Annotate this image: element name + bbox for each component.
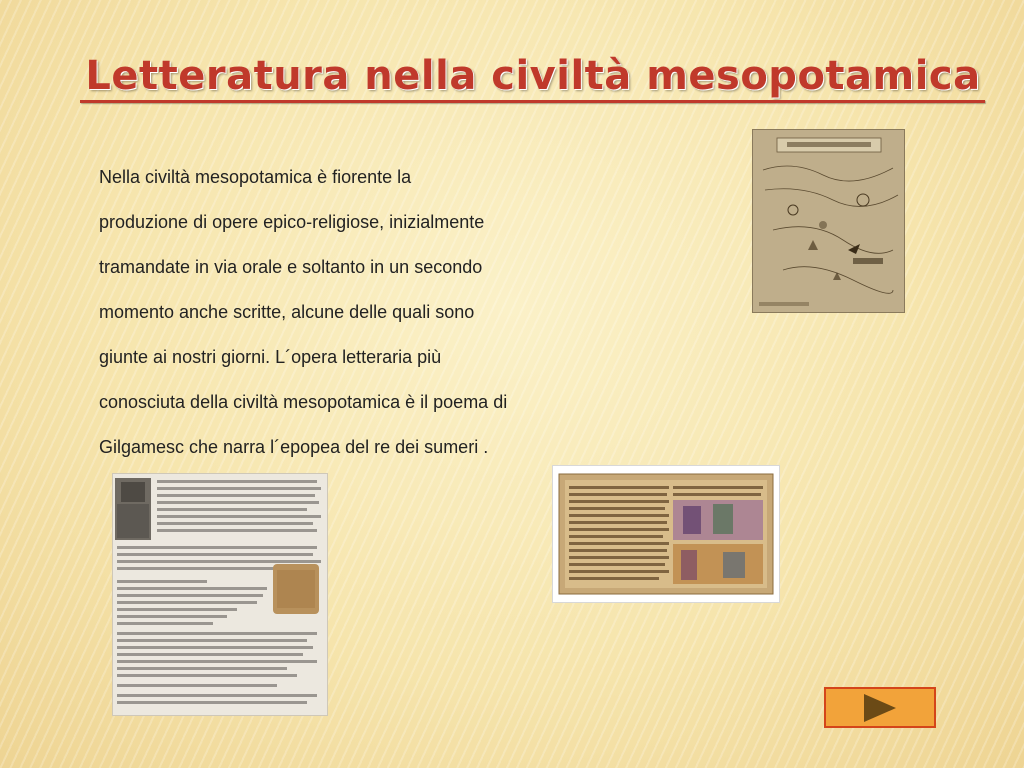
slide-title: Letteratura nella civiltà mesopotamica (85, 53, 981, 99)
body-line: conosciuta della civiltà mesopotamica è il poema di (99, 392, 508, 412)
next-slide-button[interactable] (824, 687, 936, 728)
body-paragraph (99, 155, 659, 470)
body-line: tramandate in via orale e soltanto in un secondo (99, 257, 483, 277)
body-line: momento anche scritte, alcune delle quali sono (99, 302, 475, 322)
manuscript-image (552, 465, 780, 603)
title-underline (80, 100, 985, 103)
body-line: produzione di opere epico-religiose, inizialmente (99, 212, 485, 232)
body-line: giunte ai nostri giorni. L´opera letteraria più (99, 347, 442, 367)
document-image (112, 473, 328, 716)
map-image (752, 129, 905, 313)
body-line: Gilgamesc che narra l´epopea del re dei sumeri . (99, 437, 489, 457)
play-arrow-icon (864, 694, 896, 722)
body-line: Nella civiltà mesopotamica è fiorente la (99, 167, 412, 187)
